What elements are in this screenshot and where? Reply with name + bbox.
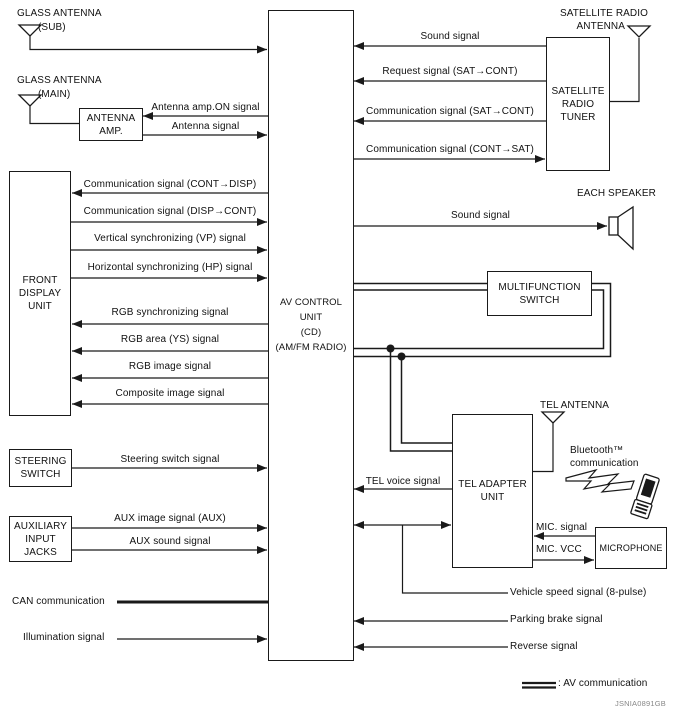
bluetooth-sublabel: communication bbox=[570, 458, 639, 469]
speaker-icon bbox=[609, 207, 633, 249]
tel-antenna-icon bbox=[542, 412, 564, 423]
wire-glass-antenna-sub bbox=[30, 36, 267, 50]
signal-sat-sound: Sound signal bbox=[420, 31, 480, 42]
box-label: JACKS bbox=[24, 546, 57, 558]
box-label: STEERING bbox=[14, 456, 67, 467]
box-label: DISPLAY bbox=[18, 288, 62, 299]
box-front-display-unit bbox=[9, 171, 71, 416]
signal-sat-comm-out: Communication signal (CONT→SAT) bbox=[366, 144, 534, 155]
each-speaker-label: EACH SPEAKER bbox=[577, 188, 657, 199]
box-label: UNIT bbox=[299, 311, 323, 323]
box-label: RADIO bbox=[561, 98, 595, 110]
signal-mic-vcc: MIC. VCC bbox=[536, 544, 582, 555]
signal-steering: Steering switch signal bbox=[120, 454, 220, 465]
bus-junction-dot bbox=[387, 345, 395, 353]
watermark: JSNIA0891GB bbox=[615, 699, 666, 708]
box-tel-adapter-unit bbox=[452, 414, 533, 568]
box-label: (AM/FM RADIO) bbox=[275, 341, 347, 353]
signal-sat-request: Request signal (SAT→CONT) bbox=[382, 66, 518, 77]
satellite-radio-antenna-label: SATELLITE RADIO bbox=[559, 8, 648, 19]
signal-reverse: Reverse signal bbox=[510, 641, 578, 652]
signal-comm-disp-cont: Communication signal (DISP→CONT) bbox=[83, 206, 257, 217]
box-label: SATELLITE bbox=[551, 85, 605, 97]
box-label: AMP. bbox=[99, 125, 123, 137]
box-microphone bbox=[595, 527, 667, 569]
wire-glass-antenna-main bbox=[30, 106, 79, 124]
box-auxiliary-input-jacks bbox=[9, 516, 72, 562]
box-label: TUNER bbox=[560, 111, 596, 123]
satellite-radio-antenna-icon bbox=[628, 26, 650, 37]
signal-illumination: Illumination signal bbox=[23, 632, 105, 643]
bus-branch-tel-adapter-b bbox=[402, 357, 453, 444]
signal-rgb-image: RGB image signal bbox=[128, 361, 212, 372]
signal-sat-comm-in: Communication signal (SAT→CONT) bbox=[366, 106, 534, 117]
box-label: INPUT bbox=[25, 533, 56, 545]
box-label: MICROPHONE bbox=[599, 542, 663, 553]
box-label: ANTENNA bbox=[86, 112, 136, 124]
box-label: SWITCH bbox=[519, 294, 560, 306]
bus-branch-tel-adapter-a bbox=[391, 349, 453, 452]
box-label: UNIT bbox=[480, 492, 505, 503]
signal-horizontal-sync: Horizontal synchronizing (HP) signal bbox=[87, 262, 253, 273]
box-label: AV CONTROL bbox=[279, 296, 343, 308]
signal-rgb-area: RGB area (YS) signal bbox=[120, 334, 220, 345]
box-antenna-amp bbox=[79, 108, 143, 141]
mobile-phone-icon bbox=[630, 473, 660, 519]
glass-antenna-main-label: GLASS ANTENNA bbox=[17, 75, 102, 86]
glass-antenna-sub-sublabel: (SUB) bbox=[38, 22, 66, 33]
box-label: AUXILIARY bbox=[14, 520, 67, 532]
av-communication-legend-symbol bbox=[522, 683, 556, 688]
wire-tel-antenna bbox=[533, 423, 553, 472]
signal-mic-signal: MIC. signal bbox=[536, 522, 588, 533]
box-label: TEL ADAPTER bbox=[458, 479, 527, 490]
box-label: MULTIFUNCTION bbox=[498, 281, 581, 293]
glass-antenna-sub-label: GLASS ANTENNA bbox=[17, 8, 102, 19]
box-label: FRONT bbox=[22, 275, 58, 286]
box-steering-switch bbox=[9, 449, 72, 487]
signal-vehicle-speed: Vehicle speed signal (8-pulse) bbox=[510, 587, 647, 598]
box-satellite-radio-tuner bbox=[546, 37, 610, 171]
box-multifunction-switch bbox=[487, 271, 592, 316]
box-label: UNIT bbox=[28, 301, 52, 312]
signal-can: CAN communication bbox=[12, 596, 105, 607]
signal-parking-brake: Parking brake signal bbox=[510, 614, 603, 625]
box-av-control-unit bbox=[268, 10, 354, 661]
signal-rgb-sync: RGB synchronizing signal bbox=[111, 307, 229, 318]
signal-composite-image: Composite image signal bbox=[115, 388, 225, 399]
bus-junction-dot bbox=[398, 353, 406, 361]
signal-aux-image: AUX image signal (AUX) bbox=[114, 513, 226, 524]
satellite-radio-antenna-sublabel: ANTENNA bbox=[576, 21, 625, 32]
box-label: SWITCH bbox=[20, 469, 61, 480]
box-label: (CD) bbox=[300, 326, 322, 338]
legend-av-communication-label: : AV communication bbox=[558, 678, 648, 689]
signal-comm-cont-disp: Communication signal (CONT→DISP) bbox=[83, 179, 257, 190]
glass-antenna-main-sublabel: (MAIN) bbox=[38, 89, 71, 100]
signal-tel-voice: TEL voice signal bbox=[365, 476, 441, 487]
tel-antenna-label: TEL ANTENNA bbox=[540, 400, 610, 411]
signal-vertical-sync: Vertical synchronizing (VP) signal bbox=[94, 233, 246, 244]
signal-aux-sound: AUX sound signal bbox=[129, 536, 211, 547]
signal-speaker-sound: Sound signal bbox=[450, 210, 511, 221]
bluetooth-bolt-icon bbox=[566, 470, 634, 492]
signal-antenna: Antenna signal bbox=[171, 121, 240, 132]
bluetooth-label: Bluetooth™ bbox=[570, 445, 624, 456]
wire-sat-antenna bbox=[609, 38, 639, 102]
signal-antenna-amp-on: Antenna amp.ON signal bbox=[151, 102, 260, 113]
